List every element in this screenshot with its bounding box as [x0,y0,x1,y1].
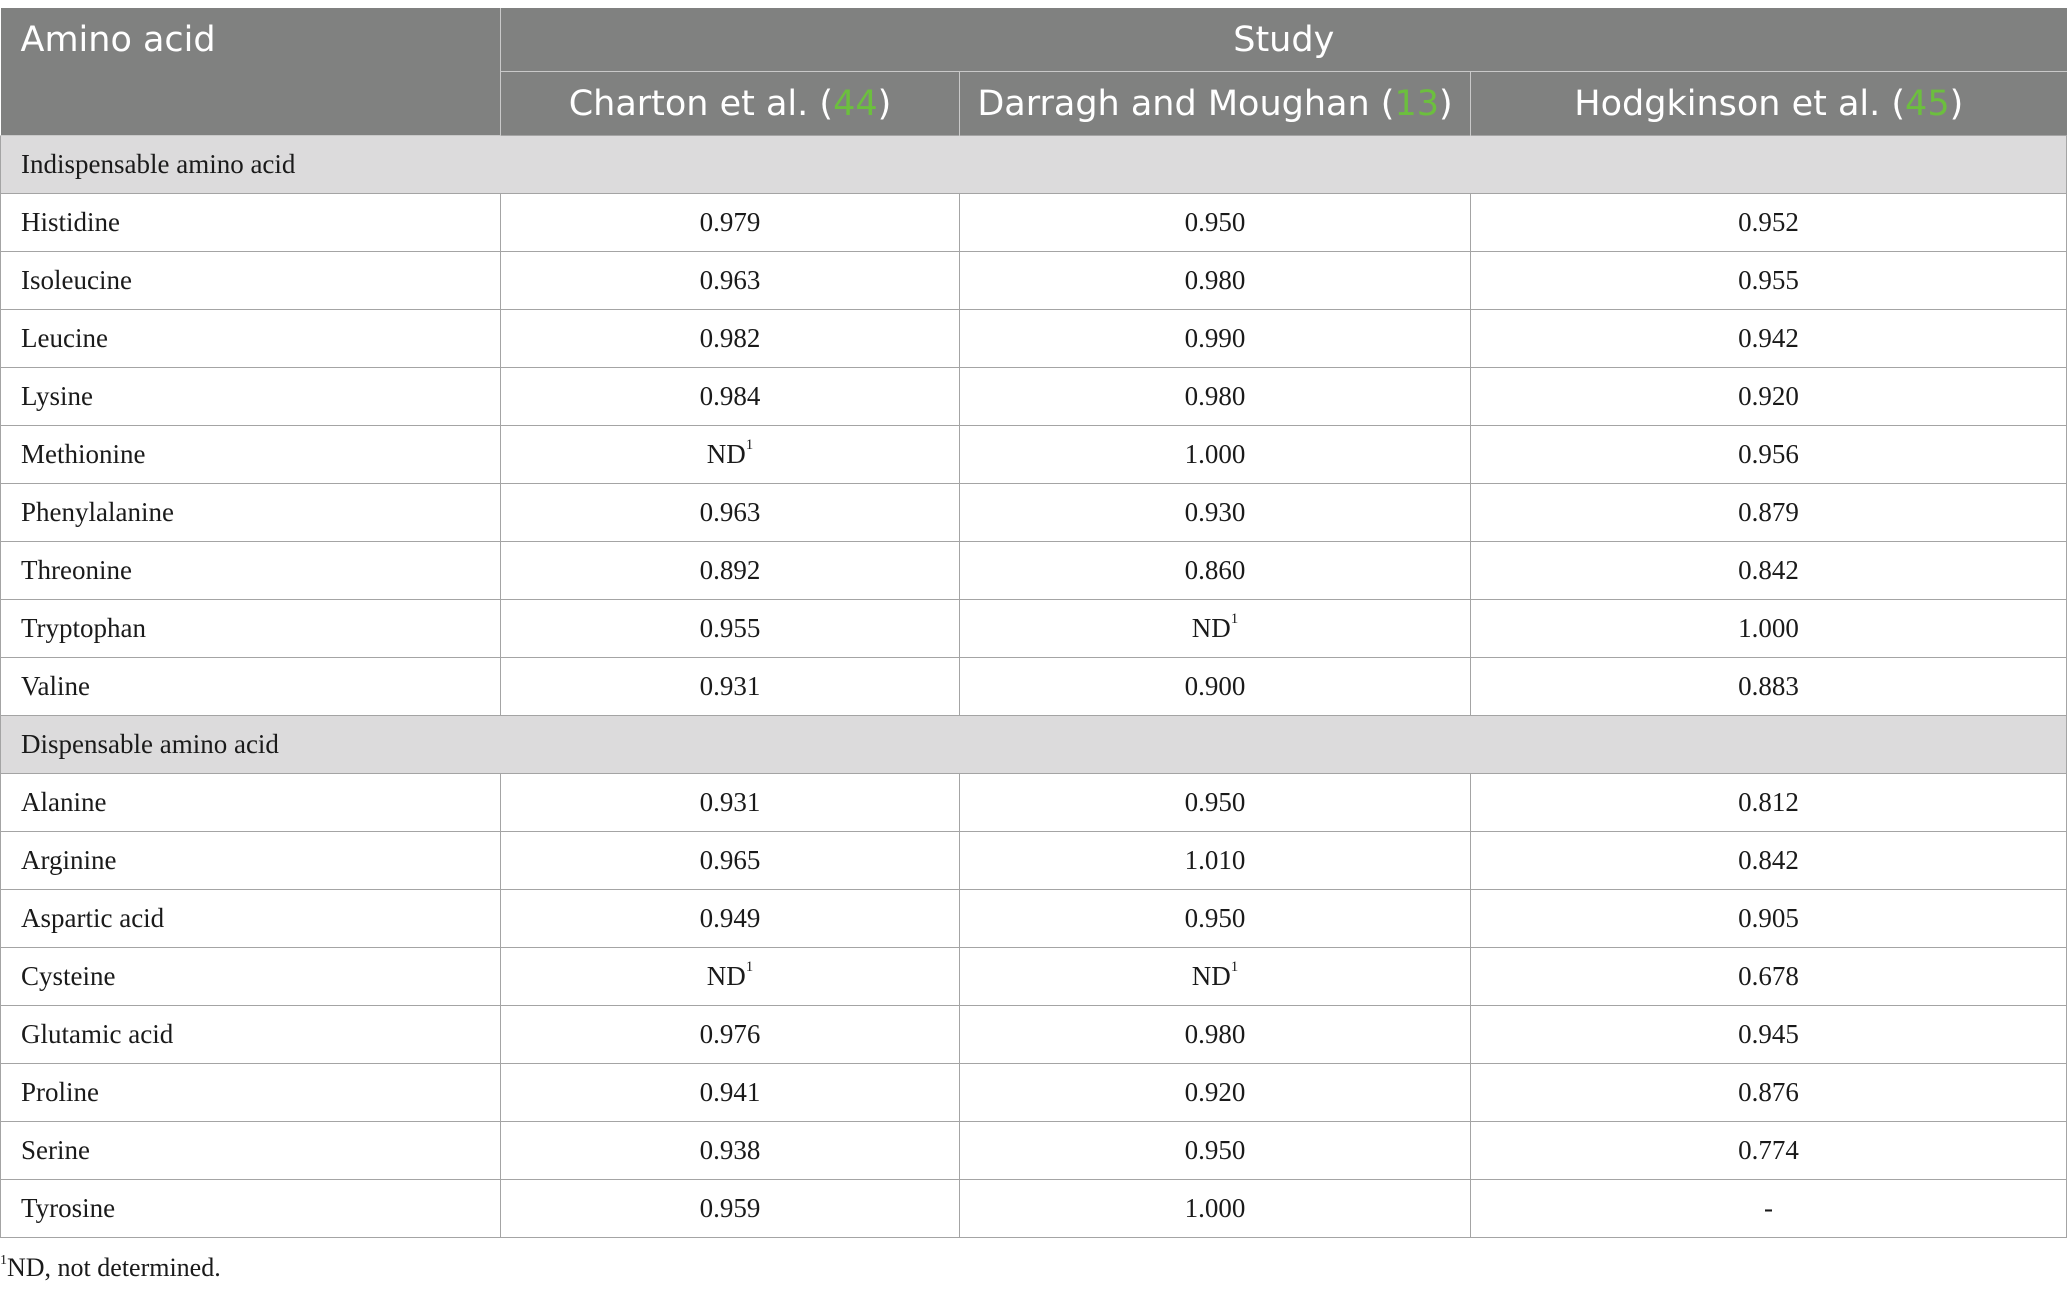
value-text: 0.879 [1738,497,1799,527]
value-text: 0.942 [1738,323,1799,353]
footnote-marker: 1 [745,959,754,975]
table-header [1,8,2067,136]
value-text: 0.892 [699,555,761,585]
digestibility-value [501,194,960,252]
table-row [1,1122,2067,1180]
section-row [1,136,2067,194]
value-text: 0.812 [1738,787,1799,817]
digestibility-value [501,1180,960,1238]
digestibility-value [1471,1180,2067,1238]
digestibility-value [960,600,1471,658]
value-text: 0.905 [1738,903,1799,933]
digestibility-value [501,832,960,890]
value-text: 0.990 [1184,323,1246,353]
footnote-marker: 1 [745,437,754,453]
value-text: 0.950 [1184,1135,1246,1165]
digestibility-value [960,890,1471,948]
value-text: 0.952 [1738,207,1799,237]
digestibility-value [960,948,1471,1006]
digestibility-value [1471,194,2067,252]
value-text: 0.956 [1738,439,1799,469]
amino-acid-name: Cysteine [1,948,501,1006]
digestibility-value [1471,484,2067,542]
digestibility-value [1471,890,2067,948]
amino-acid-name: Threonine [1,542,501,600]
amino-acid-name: Aspartic acid [1,890,501,948]
amino-acid-name: Proline [1,1064,501,1122]
header-study-1 [501,72,960,136]
reference-link[interactable]: 44 [833,83,878,124]
table-row [1,252,2067,310]
value-text: 1.000 [1184,1193,1246,1223]
digestibility-value [1471,658,2067,716]
reference-link[interactable]: 45 [1905,83,1950,124]
digestibility-value [960,1122,1471,1180]
footnote-marker: 1 [0,1253,7,1268]
amino-acid-name: Phenylalanine [1,484,501,542]
digestibility-value [960,368,1471,426]
study-author: Hodgkinson et al. ( [1574,83,1906,124]
value-text: 0.965 [699,845,761,875]
amino-acid-name: Alanine [1,774,501,832]
amino-acid-name: Glutamic acid [1,1006,501,1064]
digestibility-value [1471,1006,2067,1064]
amino-acid-name: Tyrosine [1,1180,501,1238]
table-row [1,426,2067,484]
value-text: ND [1191,961,1231,991]
digestibility-value [960,658,1471,716]
digestibility-value [960,1064,1471,1122]
digestibility-value [960,252,1471,310]
value-text: 0.860 [1184,555,1246,585]
digestibility-value [1471,600,2067,658]
digestibility-value [501,1122,960,1180]
digestibility-value [1471,1064,2067,1122]
value-text: 1.000 [1738,613,1799,643]
digestibility-value [960,1180,1471,1238]
value-text: 0.963 [699,497,761,527]
amino-acid-name: Serine [1,1122,501,1180]
amino-acid-name: Lysine [1,368,501,426]
value-text: 0.980 [1184,1019,1246,1049]
study-author: Charton et al. ( [568,83,834,124]
digestibility-value [501,658,960,716]
amino-acid-name: Histidine [1,194,501,252]
study-author: Darragh and Moughan ( [977,83,1395,124]
value-text: 0.876 [1738,1077,1799,1107]
amino-acid-name: Leucine [1,310,501,368]
value-text: 0.945 [1738,1019,1799,1049]
value-text: 0.980 [1184,265,1246,295]
value-text: 0.883 [1738,671,1799,701]
digestibility-value [501,252,960,310]
digestibility-value [960,832,1471,890]
table-row [1,310,2067,368]
table-row [1,948,2067,1006]
digestibility-value [501,1064,960,1122]
header-study-2 [960,72,1471,136]
section-title: Dispensable amino acid [1,716,2067,774]
digestibility-value [960,774,1471,832]
value-text: 1.000 [1184,439,1246,469]
table-row [1,194,2067,252]
table-footnote [0,1253,221,1283]
value-text: 0.959 [699,1193,761,1223]
value-text: 0.950 [1184,787,1246,817]
value-text: 0.930 [1184,497,1246,527]
value-text: 0.931 [699,671,761,701]
digestibility-value [501,484,960,542]
digestibility-value [501,600,960,658]
table-row [1,1180,2067,1238]
value-text: 0.900 [1184,671,1246,701]
digestibility-value [501,774,960,832]
amino-acid-name: Arginine [1,832,501,890]
table-row [1,890,2067,948]
value-text: 0.941 [699,1077,761,1107]
header-study: Study [501,8,2067,72]
digestibility-value [1471,252,2067,310]
value-text: 0.949 [699,903,761,933]
digestibility-value [1471,948,2067,1006]
digestibility-value [1471,542,2067,600]
amino-acid-name: Isoleucine [1,252,501,310]
digestibility-value [960,484,1471,542]
value-text: 0.920 [1738,381,1799,411]
digestibility-value [1471,310,2067,368]
digestibility-value [501,1006,960,1064]
footnote-marker: 1 [1230,611,1239,627]
digestibility-value [1471,774,2067,832]
value-text: 0.976 [699,1019,761,1049]
reference-link[interactable]: 13 [1394,83,1439,124]
study-author-close: ) [1439,83,1453,124]
value-text: 0.982 [699,323,761,353]
digestibility-value [501,368,960,426]
amino-acid-name: Methionine [1,426,501,484]
table-row [1,832,2067,890]
amino-acid-name: Tryptophan [1,600,501,658]
value-text: ND [706,439,746,469]
value-text: ND [1191,613,1231,643]
digestibility-value [501,890,960,948]
digestibility-value [960,1006,1471,1064]
table-row [1,368,2067,426]
digestibility-value [1471,368,2067,426]
value-text: 0.920 [1184,1077,1246,1107]
table-row [1,484,2067,542]
table-row [1,600,2067,658]
table-row [1,1064,2067,1122]
study-author-close: ) [1949,83,1964,124]
value-text: 1.010 [1184,845,1246,875]
value-text: 0.950 [1184,207,1246,237]
digestibility-value [1471,832,2067,890]
value-text: 0.774 [1738,1135,1799,1165]
value-text: - [1764,1193,1774,1223]
footnote-text: ND, not determined. [7,1253,221,1282]
value-text: 0.963 [699,265,761,295]
header-amino-acid: Amino acid [1,8,501,136]
value-text: 0.938 [699,1135,761,1165]
table-row [1,1006,2067,1064]
footnote-marker: 1 [1230,959,1239,975]
table-row [1,542,2067,600]
value-text: 0.931 [699,787,761,817]
value-text: 0.842 [1738,845,1799,875]
digestibility-value [501,310,960,368]
digestibility-value [501,426,960,484]
digestibility-value [960,542,1471,600]
digestibility-value [1471,1122,2067,1180]
value-text: 0.980 [1184,381,1246,411]
value-text: 0.842 [1738,555,1799,585]
section-title: Indispensable amino acid [1,136,2067,194]
table-row [1,774,2067,832]
value-text: 0.950 [1184,903,1246,933]
value-text: 0.979 [699,207,761,237]
value-text: 0.955 [1738,265,1799,295]
digestibility-value [960,194,1471,252]
table-body [1,136,2067,1238]
amino-acid-name: Valine [1,658,501,716]
value-text: 0.955 [699,613,761,643]
header-study-3 [1471,72,2067,136]
digestibility-value [960,310,1471,368]
value-text: ND [706,961,746,991]
digestibility-value [501,542,960,600]
study-author-close: ) [877,83,892,124]
digestibility-value [960,426,1471,484]
table-row [1,658,2067,716]
section-row [1,716,2067,774]
amino-acid-digestibility-table [0,8,2067,1238]
value-text: 0.984 [699,381,761,411]
digestibility-value [501,948,960,1006]
digestibility-value [1471,426,2067,484]
value-text: 0.678 [1738,961,1799,991]
digestibility-table-container [0,8,2066,1238]
